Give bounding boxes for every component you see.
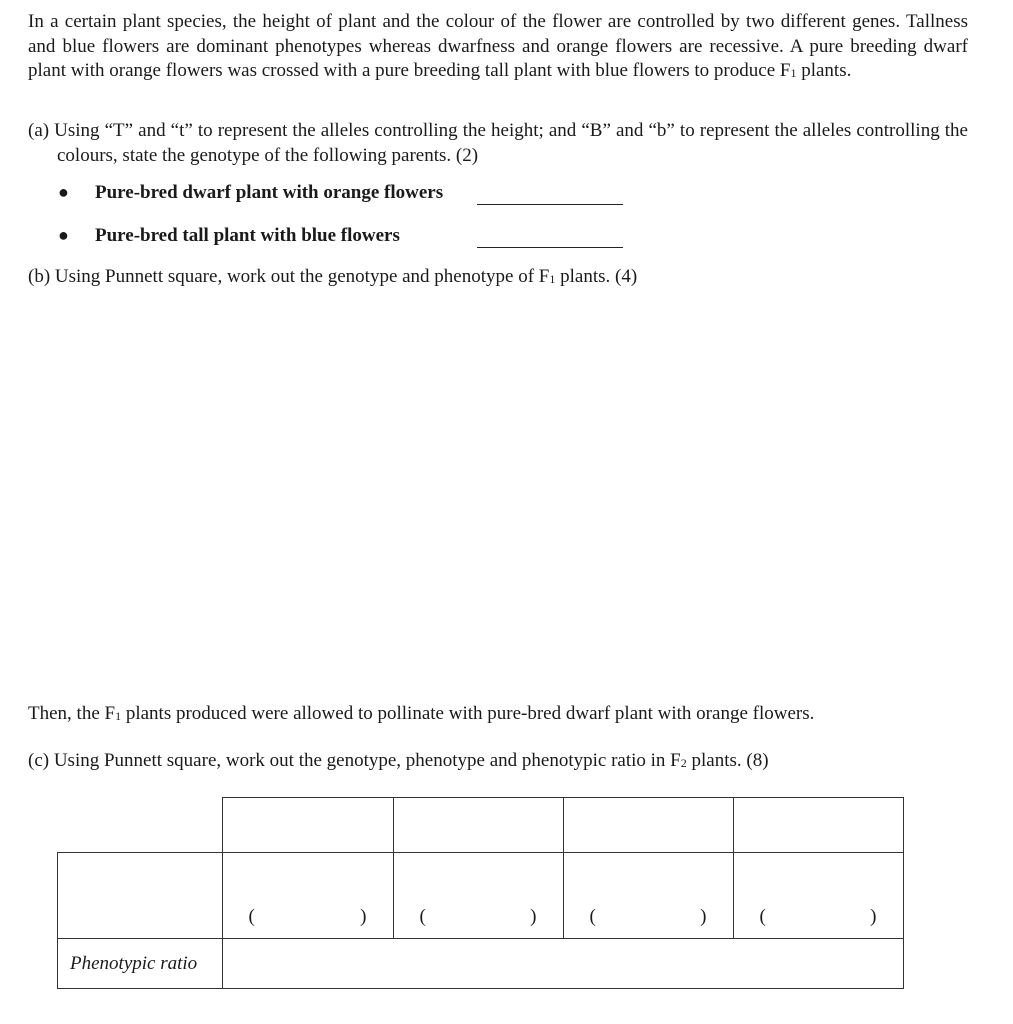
bullet-tall xyxy=(58,225,400,247)
table-row-label-cell[interactable] xyxy=(58,853,223,939)
bullet-dot-icon: ● xyxy=(58,182,69,202)
intro-text: In a certain plant species, the height of plant and the colour of the flower are controlled by two different genes. Tallness and blue flowers are dominant phenotypes whereas dwarfness and orange flowers are recessive. A pure breeding dwarf plant with orange flowers was crossed with a pure breeding tall plant with blue flowers to produce F xyxy=(28,11,968,81)
paren-open: ( xyxy=(419,906,426,927)
question-a: (a) Using “T” and “t” to represent the alleles controlling the height; and “B” and “b” to represent the alleles controlling the colours, state the genotype of the following parents. (2) xyxy=(28,120,968,166)
intro-paragraph xyxy=(28,10,968,85)
table-row-phenotype xyxy=(58,853,904,939)
table-cell[interactable] xyxy=(393,853,563,939)
then-text: Then, the F xyxy=(28,703,116,724)
question-b xyxy=(28,266,637,288)
paren-open: ( xyxy=(589,906,596,927)
table-header-cell[interactable] xyxy=(563,798,733,853)
question-b-text: (b) Using Punnett square, work out the genotype and phenotype of F xyxy=(28,266,550,287)
paren-open: ( xyxy=(759,906,766,927)
then-end: plants produced were allowed to pollinate with pure-bred dwarf plant with orange flowers. xyxy=(121,703,815,724)
then-subscript: 1 xyxy=(115,709,122,723)
paren-close: ) xyxy=(870,906,877,927)
table-row-header xyxy=(58,798,904,853)
question-c xyxy=(28,750,769,772)
table-corner-cell xyxy=(58,798,223,853)
phenotype-table xyxy=(57,797,904,989)
bullet-dot-icon: ● xyxy=(58,225,69,245)
paren-open: ( xyxy=(248,906,255,927)
question-c-end: plants. (8) xyxy=(686,750,769,771)
question-c-subscript: 2 xyxy=(680,756,687,770)
table-cell[interactable] xyxy=(563,853,733,939)
question-c-text: (c) Using Punnett square, work out the genotype, phenotype and phenotypic ratio in F xyxy=(28,750,681,771)
bullet-dwarf-label: Pure-bred dwarf plant with orange flowers xyxy=(95,182,444,203)
answer-blank-tall[interactable] xyxy=(477,247,623,248)
intro-subscript: 1 xyxy=(790,66,797,80)
question-b-subscript: 1 xyxy=(549,272,556,286)
paren-close: ) xyxy=(700,906,707,927)
table-header-cell[interactable] xyxy=(393,798,563,853)
table-cell[interactable] xyxy=(733,853,903,939)
then-statement xyxy=(28,703,814,725)
phenotypic-ratio-cell[interactable] xyxy=(222,939,903,989)
paren-close: ) xyxy=(530,906,537,927)
paren-close: ) xyxy=(360,906,367,927)
intro-end: plants. xyxy=(796,60,852,81)
question-b-end: plants. (4) xyxy=(555,266,638,287)
bullet-tall-label: Pure-bred tall plant with blue flowers xyxy=(95,225,400,246)
phenotypic-ratio-label: Phenotypic ratio xyxy=(58,939,223,989)
table-cell[interactable] xyxy=(222,853,393,939)
table-row-ratio xyxy=(58,939,904,989)
table-header-cell[interactable] xyxy=(733,798,903,853)
bullet-dwarf xyxy=(58,182,443,204)
answer-blank-dwarf[interactable] xyxy=(477,204,623,205)
table-header-cell[interactable] xyxy=(222,798,393,853)
